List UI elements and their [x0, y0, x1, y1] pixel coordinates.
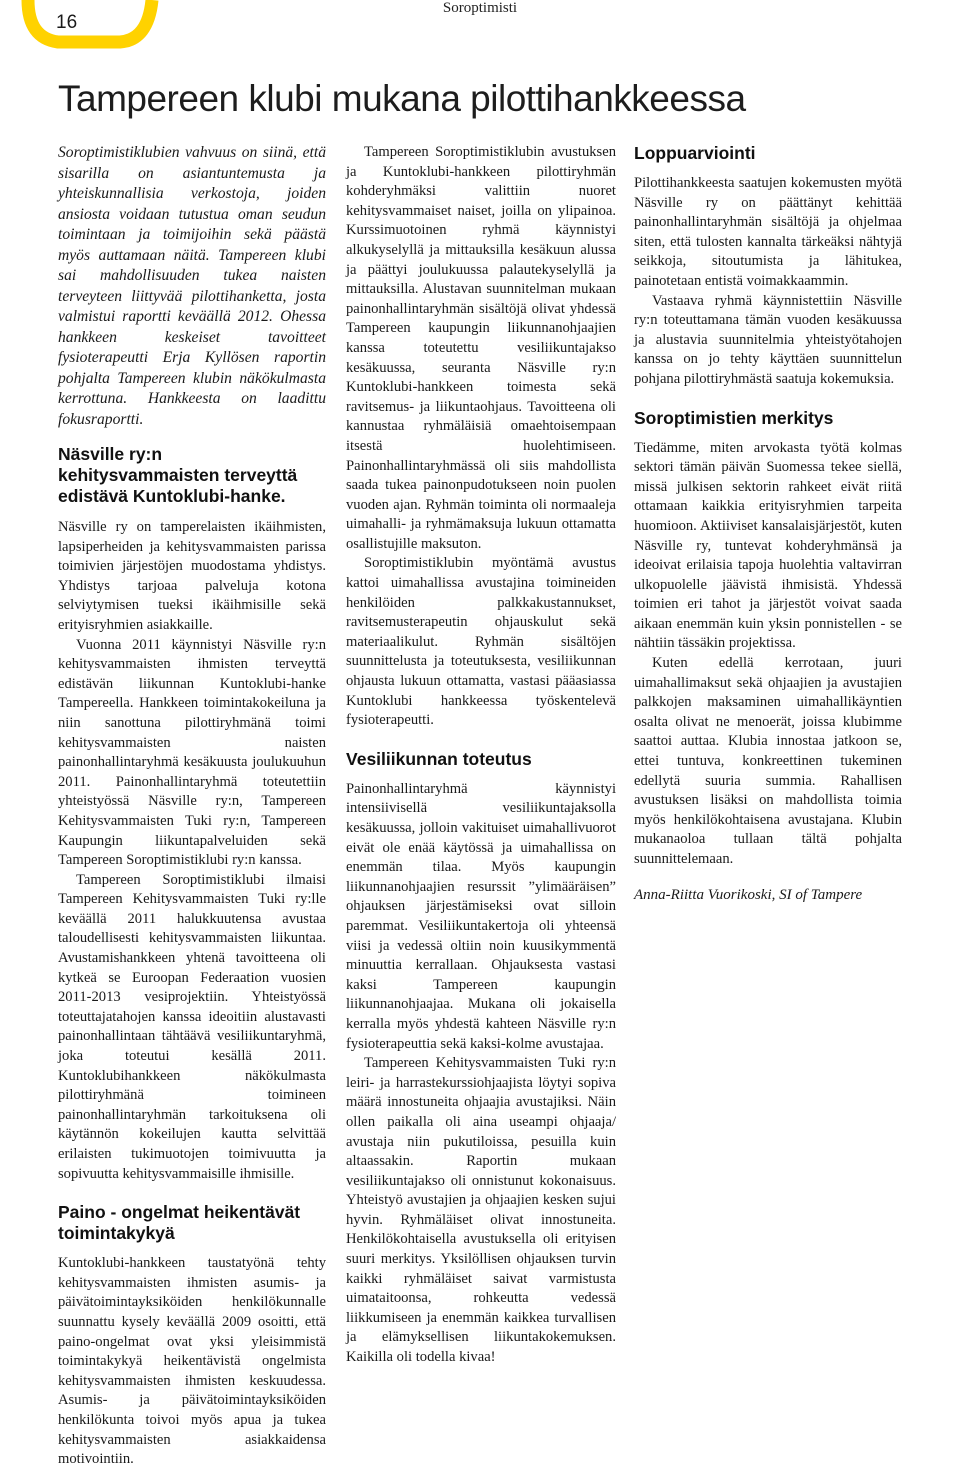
page-number: 16 — [56, 12, 78, 33]
paragraph: Pilottihankkeesta saatujen kokemusten myötä Näsville ry on päättänyt kehittää painonhallintaryhmän sisältöjä ja ohjelmaa siten, että tulosten kannalta tärkeäksi nähtyjä seikkoja, sitoutumista ja lähitukea, painotetaan entistä voimakkaammin. — [634, 175, 902, 289]
paragraph: Tampereen Kehitysvammaisten Tuki ry:n leiri- ja harrastekurssiohjaajista löytyi sopiva määrä innostuneita ohjaajia avustajiksi. Näin ollen paikalla oli aina useampi ohjaaja/ avustaja niin pukutiloissa, pesuilla kuin altaassakin. Raportin mukaan vesiliikuntajakso oli onnistunut kokonaisuus. Yhteistyö avustajien ja ohjaajien kesken sujui hyvin. Ryhmäläiset olivat innostuneita. Henkilökohtaisella avustuksella oli erityisen suuri merkitys. Yksilöllisen ohjauksen turvin kaikki ryhmäläiset saivat varmistusta uimataitoonsa, rohkeutta vedessä liikkumiseen ja enemmän kaikkea turvallisen ja elämyksellisen liikuntakokemuksen. Kaikilla oli todella kivaa! — [346, 1055, 616, 1366]
paragraph: Kuten edellä kerrotaan, juuri uimahallimaksut sekä ohjaajien ja avustajien palkkojen maksaminen uimahallikäyntien osalta olivat ne menoerät, joissa klubimme saattoi auttaa. Klubia innostaa jatkoon se, ettei tuntuva, konkreettinen tukeminen edellytä suuria summia. Rahallisen avustuksen lisäksi on mahdollista toimia myös henkilökohtaisena avustajana. Klubin mukanaoloa tullaan tältä pohjalta suunnittelemaan. — [634, 655, 902, 867]
subheading-loppuarviointi: Loppuarviointi — [634, 143, 756, 163]
paragraph: Kuntoklubi-hankkeen taustatyönä tehty kehitysvammaisten ihmisten asumis- ja päivätoimintayksiköiden henkilökunnalle suunnattu kysely keväällä 2009 osoitti, että paino-ongelmat ovat yksi yleisimmistä toimintakykyä heikentävistä ongelmista kehitysvammaisten ihmisten keskuudessa. Asumis- ja päivätoimintayksiköiden henkilökunta toivoi myös apua ja tukea kehitysvammaisten asiakkaidensa motivointiin. — [58, 1255, 326, 1468]
article-lead: Soroptimistiklubien vahvuus on siinä, että sisarilla on asiantuntemusta ja yhteiskunnallisia verkostoja, joiden ansiosta voidaan tutustua oman seudun toimintaan ja toimijoihin sekä päästä myös auttamaan näitä. Tampereen klubi sai mahdollisuuden tukea naisten terveyteen liittyvää pilottihanketta, josta valmistui raportti keväällä 2012. Ohessa hankkeen keskeiset tavoitteet fysioterapeutti Erja Kyllösen raportin pohjalta Tampereen klubin näkökulmasta kerrottuna. Hankkeesta on laadittu fokusraportti. — [58, 144, 326, 428]
paragraph: Tiedämme, miten arvokasta työtä kolmas sektori tämän päivän Suomessa tekee siellä, missä julkisen sektorin rahkeet eivät riitä ottamaan kaikkia erityisryhmien tarpeita huomioon. Aktiiviset kansalaisjärjestöt, kuten Näsville ry, tuntevat kohderyhmänsä ja ideoivat erilaisia tapoja huolehtia valtavirran ulkopuolelle jäävistä ihmisistä. Yhdessä toimien eri tahot ja järjestöt voivat saada aikaan enemmän kuin yksin ponnistellen - se nähtiin tässäkin projektissa. — [634, 439, 902, 652]
subheading-kuntoklubi: Näsville ry:n kehitysvammaisten terveyttä edistävä Kuntoklubi-hanke. — [58, 444, 298, 506]
column-1 — [58, 143, 326, 1470]
subheading-soroptimistien-merkitys: Soroptimistien merkitys — [634, 407, 834, 428]
paragraph: Vuonna 2011 käynnistyi Näsville ry:n kehitysvammaisten ihmisten terveyttä edistävän liikunnan Kuntoklubi-hanke Tampereella. Hankkeen toimintakokeiluna ja niin sanottuna pilottiryhmänä toimi kehitysvammaisten naisten painonhallintaryhmä kesäkuusta joulukuuhun 2011. Painonhallintaryhmä toteutettiin yhteistyössä Näsville ry:n, Tampereen Kehitysvammaisten Tuki ry:n, Tampereen Kaupungin liikuntapalveluiden sekä Tampereen Soroptimistiklubi ry:n kanssa. — [58, 636, 326, 869]
paragraph: Vastaava ryhmä käynnistettiin Näsville ry:n toteuttamana tämän vuoden kesäkuussa ja alustavia suunnitelmia yhteistyötahojen kanssa on jo tehty käyttäen suunnittelun pohjana pilottiryhmästä saatuja kokemuksia. — [634, 292, 902, 387]
article-title: Tampereen klubi mukana pilottihankkeessa — [58, 78, 746, 119]
paragraph: Soroptimistiklubin myöntämä avustus kattoi uimahallissa avustajina toimineiden henkilöiden palkkakustannukset, ravitsemusterapeutin ohjauskulut sekä materiaalikulut. Ryhmän sisältöjen suunnittelusta ja toteutuksesta, vesiliikunnan ohjausta lukuun ottamatta, vastasi pääasiassa Kuntoklubi hankkeessa työskentelevä fysioterapeutti. — [346, 555, 616, 729]
author-signature: Anna-Riitta Vuorikoski, SI of Tampere — [634, 886, 863, 903]
column-3 — [634, 143, 902, 905]
paragraph: Painonhallintaryhmä käynnistyi intensiivisellä vesiliikuntajaksolla kesäkuussa, jolloin vakituiset uimahallivuorot eivät ole enää käytössä ja uimahallissa on enemmän tilaa. Myös kaupungin liikunnanohjaajien resurssit ”ylimääräisen” ohjauksen järjestämiseksi ovat silloin paremmat. Vesiliikuntakertoja oli yhteensä viisi ja vedessä oltiin noin kuusikymmentä minuuttia kerrallaan. Ohjauksesta vastasi kaksi Tampereen kaupungin liikunnanohjaajaa. Mukana oli jokaisella kerralla myös yhdestä kahteen Näsville ry:n fysioterapeuttia sekä kaksi-kolme avustajaa. — [346, 780, 616, 1052]
subheading-paino: Paino - ongelmat heikentävät toimintakykyä — [58, 1202, 301, 1244]
paragraph: Tampereen Soroptimistiklubin avustuksen ja Kuntoklubi-hankkeen pilottiryhmän kohderyhmäksi valittiin nuoret kehitysvammaiset naiset, joilla on ylipainoa. Kurssimuotoinen ryhmä käynnistyi alkukyselyllä ja mittauksilla kesäkuun alussa ja päättyi joulukuussa palautekyselyllä ja mittauksilla. Alustavan suunnitelman mukaan painonhallintaryhmän sisältöjä olivat yhdessä Tampereen kaupungin liikunnanohjaajien kanssa toteutettu vesiliikuntajakso kesäkuussa, seuranta Näsville ry:n Kuntoklubi-hankkeen toimesta sekä ravitsemus- ja liikuntaohjaus. Tavoitteena oli kannustaa ryhmäläisiä omaehtoisempaan itsestä huolehtimiseen. Painonhallintaryhmässä oli siis mahdollista saada tukea painonpudotukseen noin puolen vuoden ajan. Ryhmän toiminta oli normaaleja uimahalli- ja ryhmämaksuja lukuun ottamatta osallistujille maksuton. — [346, 144, 616, 552]
paragraph: Tampereen Soroptimistiklubi ilmaisi Tampereen Kehitysvammaisten Tuki ry:lle keväällä 2011 halukkuutensa avustaa taloudellisesti kehitysvammaisten liikuntaa. Avustamishankkeen yhtenä tavoitteena oli kytkeä se Euroopan Federaation vuosien 2011-2013 vesiprojektiin. Yhteistyössä toteuttajatahojen kanssa ideoitiin alustavasti painonhallintaan tähtäävä vesiliikuntaryhmä, joka toteutui kesällä 2011. Kuntoklubihankkeen näkökulmasta pilottiryhmänä toimineen painonhallintaryhmän tarkoituksena oli käytännön kokeilujen kautta selvittää erilaisten tukimuotojen toimivuutta ja sopivuutta kehitysvammaisille ihmisille. — [58, 871, 326, 1182]
subheading-vesiliikunta: Vesiliikunnan toteutus — [346, 748, 532, 769]
running-title: Soroptimisti — [442, 0, 518, 16]
paragraph: Näsville ry on tamperelaisten ikäihmisten, lapsiperheiden ja kehitysvammaisten parissa toimivien järjestöjen muodostama yhdistys. Yhdistys tarjoaa palveluja kotona selviytymisen tueksi ikäihmisille sekä erityisryhmien asiakkaille. — [58, 519, 326, 633]
column-2 — [346, 143, 616, 1368]
